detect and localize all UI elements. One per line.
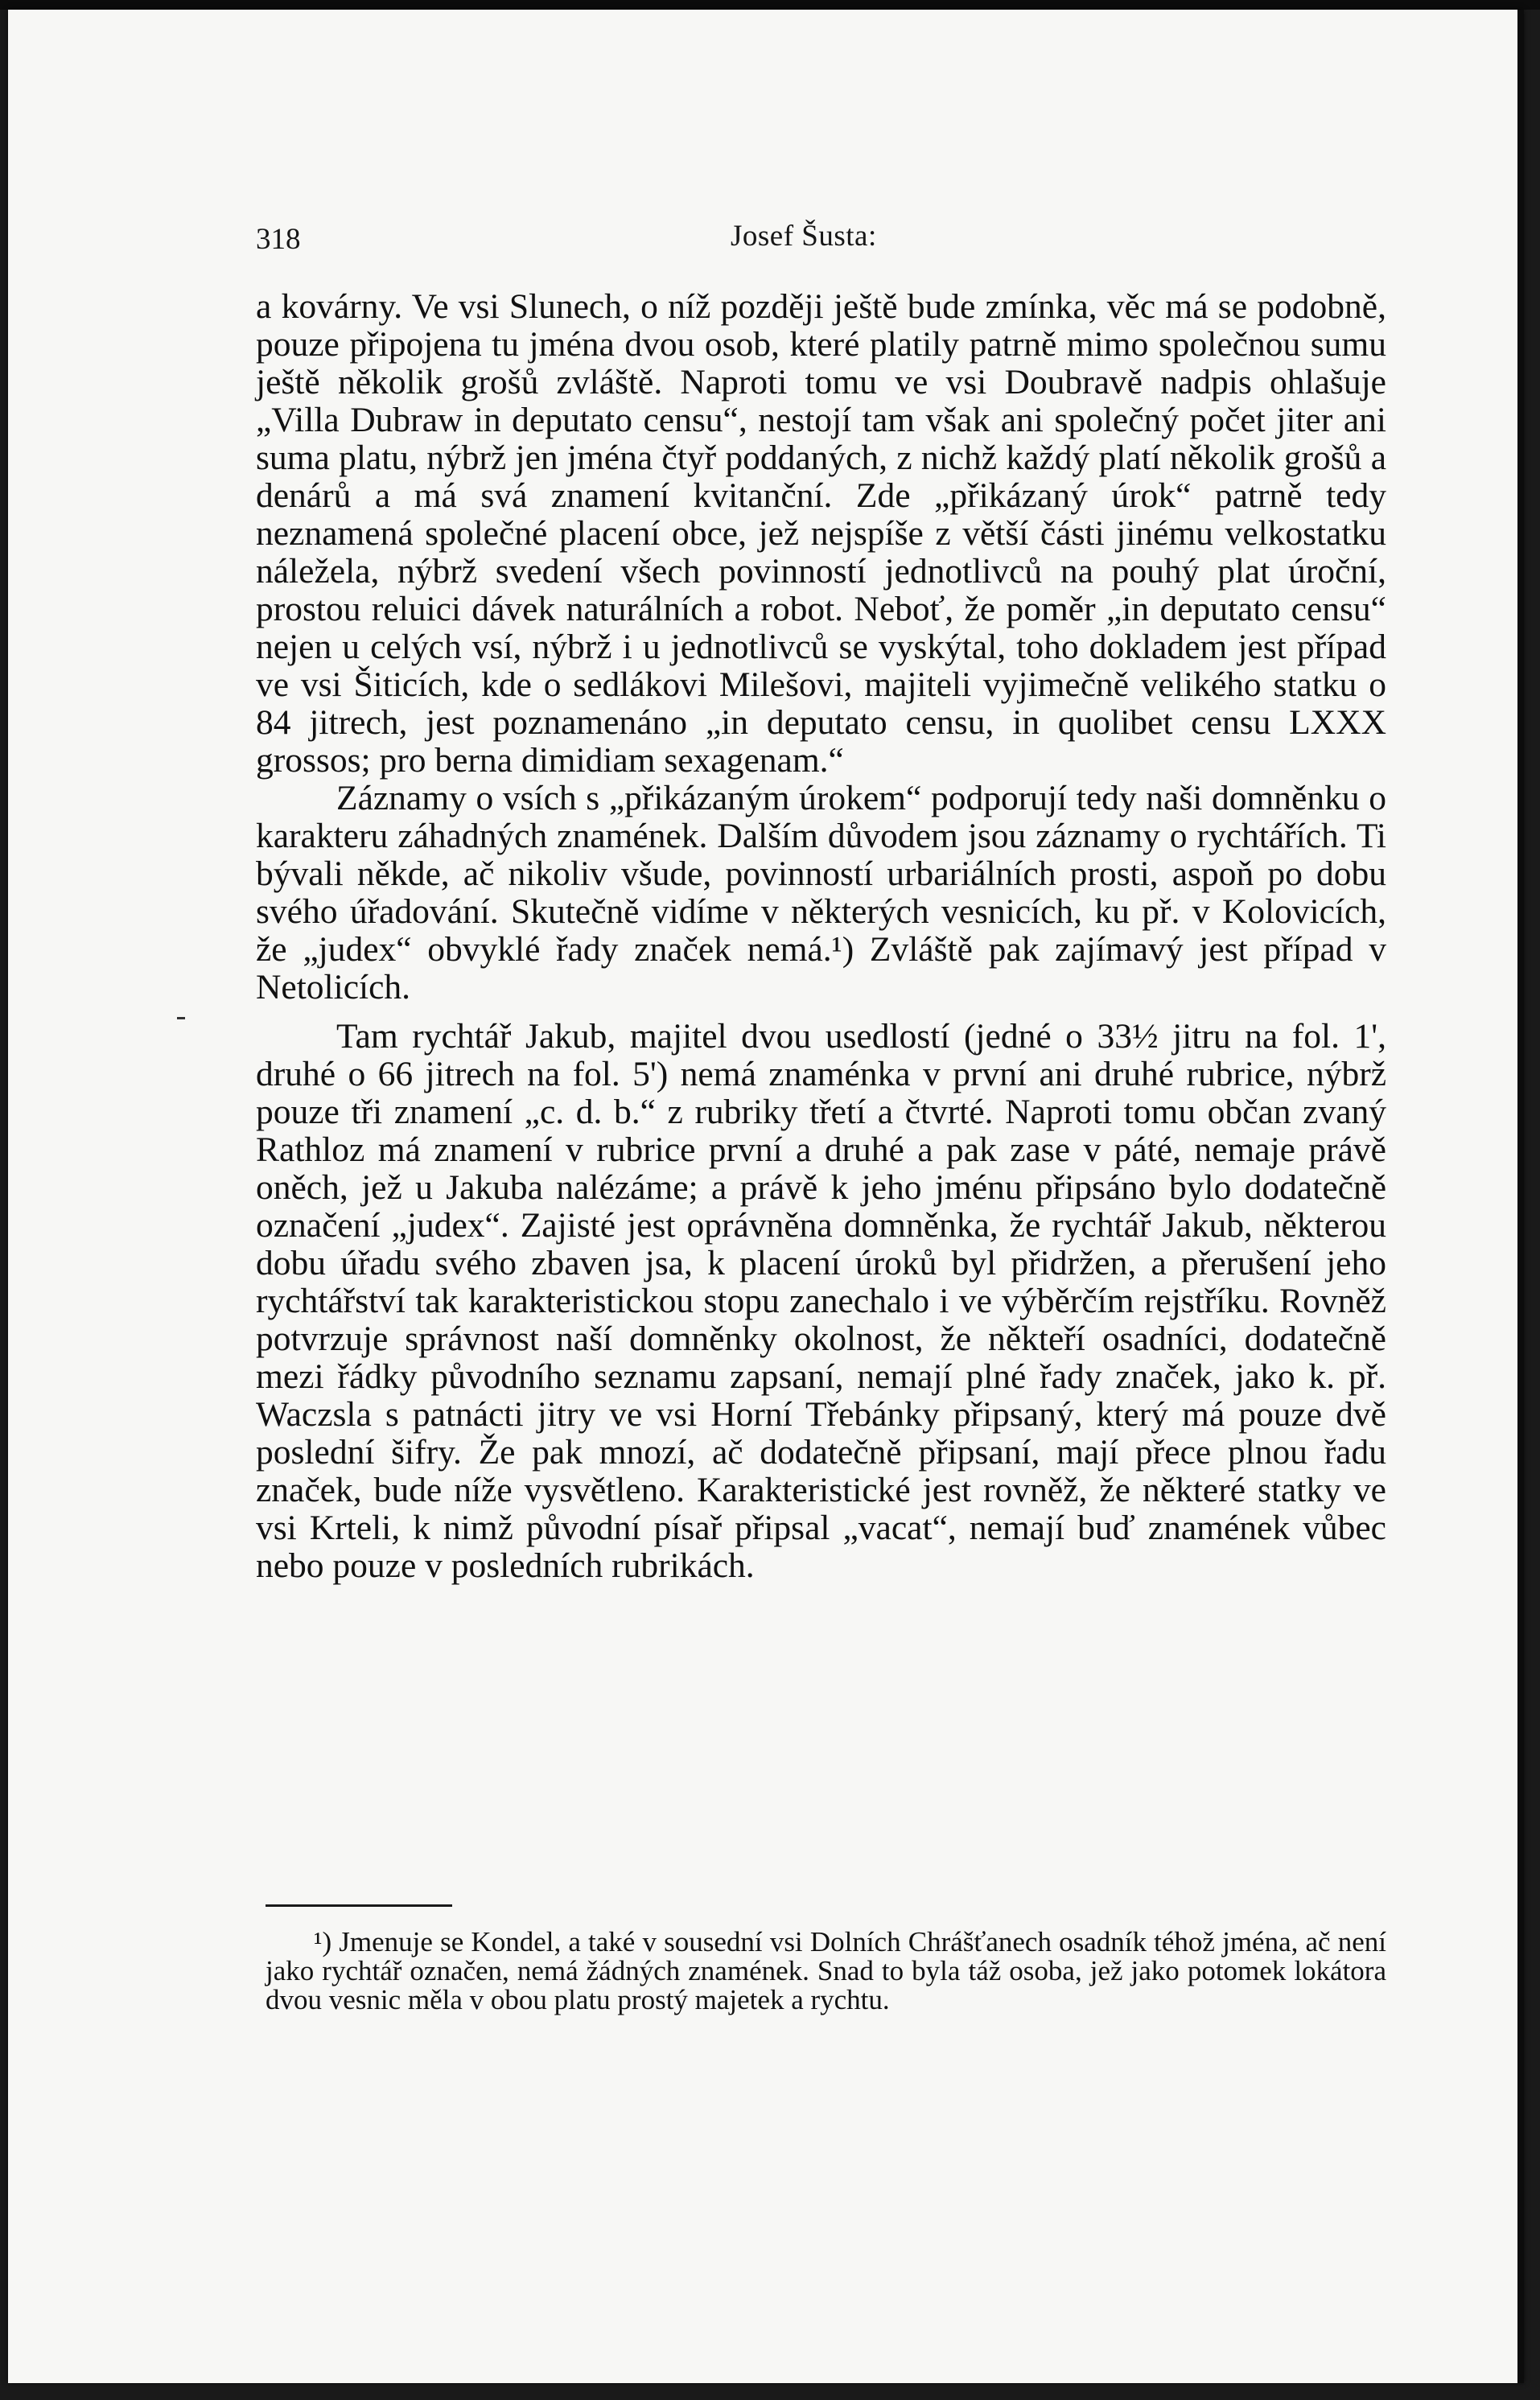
footnote-1: ¹) Jmenuje se Kondel, a také v sousední vsi Dolních Chrášťanech osadník téhož jména, ač není jako rychtář označen, nemá žádných znamének. Snad to byla táž osoba, jež jako potomek lokátora dvou vesnic měla v obou platu prostý majetek a rychtu. [266,1926,1386,2015]
running-head: Josef Šusta: [731,220,877,253]
scan-border [0,0,1540,10]
paragraph-3: Tam rychtář Jakub, majitel dvou usedlostí (jedné o 33½ jitru na fol. 1', druhé o 66 jitrech na fol. 5') nemá znaménka v první ani druhé rubrice, nýbrž pouze tři znamení „c. d. b.“ z rubriky třetí a čtvrté. Naproti tomu občan zvaný Rathloz má znamení v rubrice první a druhé a pak zase v páté, nemaje právě oněch, jež u Jakuba nalézáme; a právě k jeho jménu připsáno bylo dodatečně označení „judex“. Zajisté jest oprávněna domněnka, že rychtář Jakub, některou dobu úřadu svého zbaven jsa, k placení úroků byl přidržen, a přerušení jeho rychtářství tak karakteristickou stopu zanechalo i ve výběrčím rejstříku. Rovněž potvrzuje správnost naší domněnky okolnost, že někteří osadníci, dodatečně mezi řádky původního seznamu zapsaní, nemají plné řady značek, jako k. př. Waczsla s patnácti jitry ve vsi Horní Třebánky připsaný, který má pouze dvě poslední šifry. Že pak mnozí, ač dodatečně připsaní, mají přece plnou řadu značek, bude níže vysvětleno. Karakteristické jest rovněž, že některé statky ve vsi Krteli, k nimž původní písař připsal „vacat“, nemají buď znamének vůbec nebo pouze v posledních rubrikách. [256,1017,1386,1585]
main-text [256,288,1386,1585]
page-header [256,219,1386,267]
paragraph-2: Záznamy o vsích s „přikázaným úrokem“ podporují tedy naši domněnku o karakteru záhadných znamének. Dalším důvodem jsou záznamy o rychtářích. Ti bývali někde, ač nikoliv všude, povinností urbariálních prosti, aspoň po dobu svého úřadování. Skutečně vidíme v některých vesnicích, ku př. v Kolovicích, že „judex“ obvyklé řady značek nemá.¹) Zvláště pak zajímavý jest případ v Netolicích. [256,779,1386,1007]
footnotes [266,1928,1386,2015]
paragraph-1: a kovárny. Ve vsi Slunech, o níž později ještě bude zmínka, věc má se podobně, pouze připojena tu jména dvou osob, které platily patrně mimo společnou sumu ještě několik grošů zvláště. Naproti tomu ve vsi Doubravě nadpis ohlašuje „Villa Dubraw in deputato censu“, nestojí tam však ani společný počet jiter ani suma platu, nýbrž jen jména čtyř poddaných, z nichž každý platí několik grošů a denárů a má svá znamení kvitanční. Zde „přikázaný úrok“ patrně tedy neznamená společné placení obce, jež nejspíše z větší části jinému velkostatku náležela, nýbrž svedení všech povinností jednotlivců na pouhý plat úroční, prostou reluici dávek naturálních a robot. Neboť, že poměr „in deputato censu“ nejen u celých vsí, nýbrž i u jednotlivců se vyskýtal, toho dokladem jest případ ve vsi Šiticích, kde o sedlákovi Milešovi, majiteli vyjimečně velikého statku o 84 jitrech, jest poznamenáno „in deputato censu, in quolibet censu LXXX grossos; pro berna dimidiam sexagenam.“ [256,287,1386,780]
footnote-rule [266,1904,452,1907]
page-number: 318 [256,223,301,256]
margin-mark [177,1017,185,1019]
